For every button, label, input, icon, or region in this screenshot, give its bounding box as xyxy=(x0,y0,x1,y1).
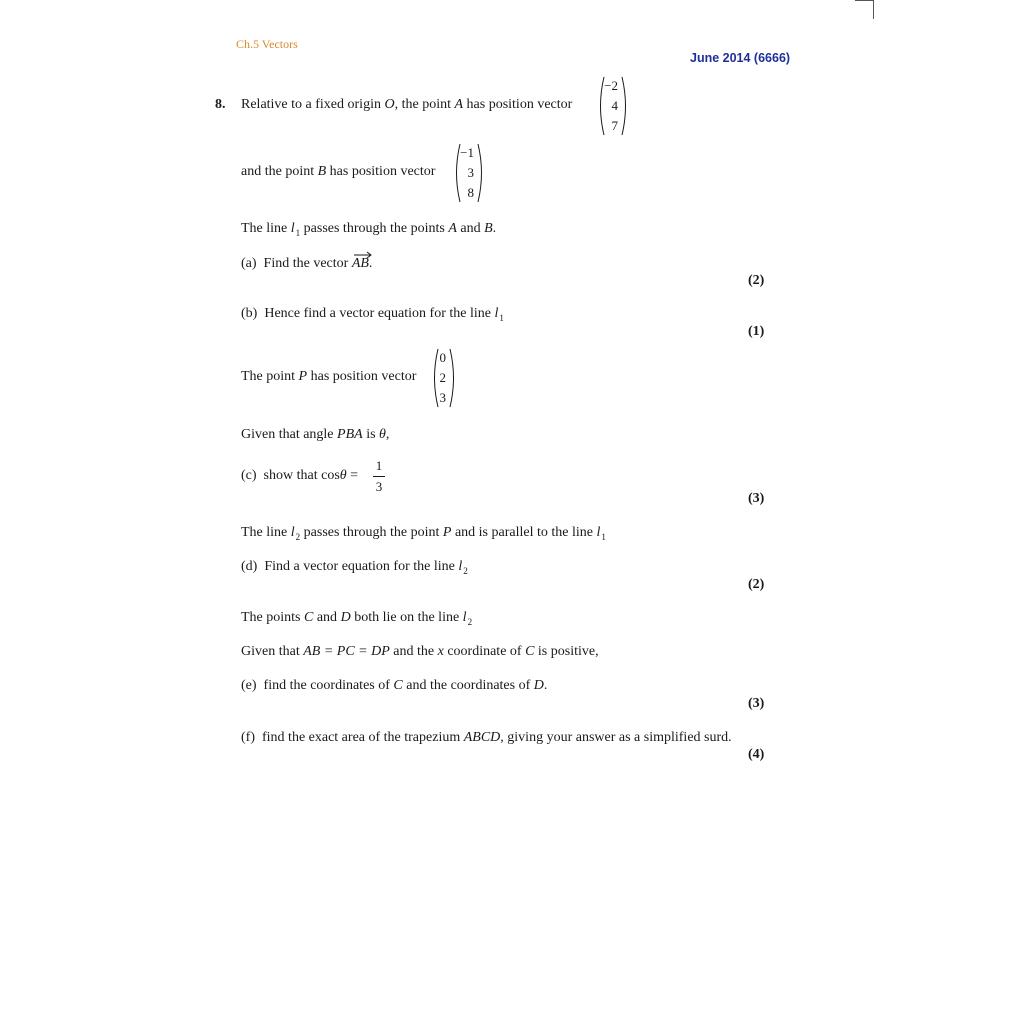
vector-p-component: 2 xyxy=(439,370,446,385)
part-c xyxy=(241,468,358,484)
question-number: 8. xyxy=(215,97,226,112)
math-symbol: D xyxy=(340,610,351,625)
math-symbol: l xyxy=(596,525,601,540)
mark-b: (1) xyxy=(748,324,765,339)
mark-e: (3) xyxy=(748,696,765,711)
vector-b-component: 8 xyxy=(467,185,474,200)
text-run: show that cos xyxy=(263,468,340,483)
text-run: . xyxy=(492,221,497,236)
part-label: (c) xyxy=(241,468,257,483)
part-b xyxy=(241,306,504,322)
text-run: find the exact area of the trapezium xyxy=(262,730,464,745)
vector-a-component: −2 xyxy=(604,78,618,93)
math-symbol: P xyxy=(442,525,452,540)
math-symbol: AB xyxy=(351,256,369,271)
text-run: Given that angle xyxy=(241,427,338,442)
vector-b-component: 3 xyxy=(467,165,474,180)
fraction-numerator: 1 xyxy=(375,458,383,473)
text-run: has position vector xyxy=(463,97,573,112)
mark-f: (4) xyxy=(748,747,765,762)
fraction-bar xyxy=(373,476,385,477)
math-symbol: ABCD xyxy=(463,730,501,745)
math-symbol: A xyxy=(454,97,464,112)
vector-b xyxy=(452,142,486,204)
page-corner-mark xyxy=(855,0,873,1)
part-a xyxy=(241,256,372,272)
math-symbol: l xyxy=(462,610,467,625)
part-label: (d) xyxy=(241,559,258,574)
vector-arrow-icon xyxy=(353,251,373,259)
mark-d: (2) xyxy=(748,577,765,592)
point-b-text xyxy=(241,164,435,180)
given-angle-text xyxy=(241,427,389,443)
given-lengths-text xyxy=(241,644,599,660)
math-symbol: D xyxy=(533,678,544,693)
chapter-label: Ch.5 Vectors xyxy=(236,37,298,51)
math-symbol: B xyxy=(317,164,327,179)
subscript: 1 xyxy=(499,313,504,323)
text-run: and the coordinates of xyxy=(402,678,534,693)
text-run: = xyxy=(346,468,359,483)
text-run: is xyxy=(362,427,380,442)
text-run: Find the vector xyxy=(263,256,352,271)
text-run: , xyxy=(385,427,390,442)
math-symbol: x xyxy=(437,644,444,659)
text-run: passes through the points xyxy=(300,221,449,236)
vector-p-component: 0 xyxy=(439,350,446,365)
vector-p-component: 3 xyxy=(439,390,446,405)
math-symbol: C xyxy=(525,644,535,659)
text-run: , the point xyxy=(394,97,455,112)
math-symbol: C xyxy=(304,610,314,625)
math-symbol: θ xyxy=(379,427,386,442)
text-run: find the coordinates of xyxy=(263,678,394,693)
text-run: is positive, xyxy=(534,644,599,659)
text-run: has position vector xyxy=(326,164,436,179)
text-run: passes through the point xyxy=(300,525,443,540)
text-run: The point xyxy=(241,369,299,384)
vector-p xyxy=(430,347,458,409)
part-label: (b) xyxy=(241,306,258,321)
part-label: (e) xyxy=(241,678,257,693)
text-run: . xyxy=(368,256,373,271)
math-symbol: AB = PC = DP xyxy=(303,644,390,659)
math-symbol: B xyxy=(484,221,493,236)
mark-a: (2) xyxy=(748,273,765,288)
text-run: and the xyxy=(389,644,438,659)
intro-text xyxy=(241,97,572,113)
subscript: 1 xyxy=(295,228,301,238)
subscript: 2 xyxy=(295,532,301,542)
text-run: Find a vector equation for the line xyxy=(264,559,459,574)
text-run: . xyxy=(543,678,548,693)
vector-a-component: 4 xyxy=(611,98,618,113)
subscript: 1 xyxy=(601,532,606,542)
fraction-denominator: 3 xyxy=(375,479,383,494)
math-symbol: O xyxy=(384,97,395,112)
vector-a xyxy=(596,75,630,137)
part-f xyxy=(241,730,732,746)
math-symbol: l xyxy=(290,221,295,236)
text-run: , giving your answer as a simplified surd. xyxy=(500,730,732,745)
points-cd-text xyxy=(241,610,472,626)
vector-a-component: 7 xyxy=(611,118,618,133)
vector-b-component: −1 xyxy=(460,145,474,160)
part-d xyxy=(241,559,468,575)
text-run: both lie on the line xyxy=(350,610,463,625)
text-run: coordinate of xyxy=(443,644,526,659)
text-run: Given that xyxy=(241,644,304,659)
point-p-text xyxy=(241,369,416,385)
exam-reference: June 2014 (6666) xyxy=(690,51,791,65)
text-run: Hence find a vector equation for the line xyxy=(264,306,495,321)
line-l1-text xyxy=(241,221,496,237)
text-run: has position vector xyxy=(307,369,417,384)
text-run: and is parallel to the line xyxy=(451,525,597,540)
text-run: Relative to a fixed origin xyxy=(241,97,385,112)
subscript: 2 xyxy=(467,617,473,627)
line-l2-text xyxy=(241,525,606,541)
mark-c: (3) xyxy=(748,491,765,506)
math-symbol: l xyxy=(494,306,499,321)
text-run: The line xyxy=(241,221,291,236)
math-symbol: PBA xyxy=(337,427,363,442)
part-e xyxy=(241,678,547,694)
math-symbol: l xyxy=(458,559,463,574)
text-run: The points xyxy=(241,610,304,625)
math-symbol: P xyxy=(298,369,308,384)
part-label: (a) xyxy=(241,256,257,271)
math-symbol: C xyxy=(393,678,403,693)
text-run: and the point xyxy=(241,164,318,179)
subscript: 2 xyxy=(463,566,468,576)
page-corner-mark xyxy=(873,0,874,19)
vector-ab xyxy=(352,256,369,272)
math-symbol: A xyxy=(448,221,457,236)
math-symbol: θ xyxy=(339,468,347,483)
part-label: (f) xyxy=(241,730,255,745)
text-run: The line xyxy=(241,525,291,540)
math-symbol: l xyxy=(290,525,295,540)
text-run: and xyxy=(313,610,341,625)
text-run: and xyxy=(456,221,485,236)
